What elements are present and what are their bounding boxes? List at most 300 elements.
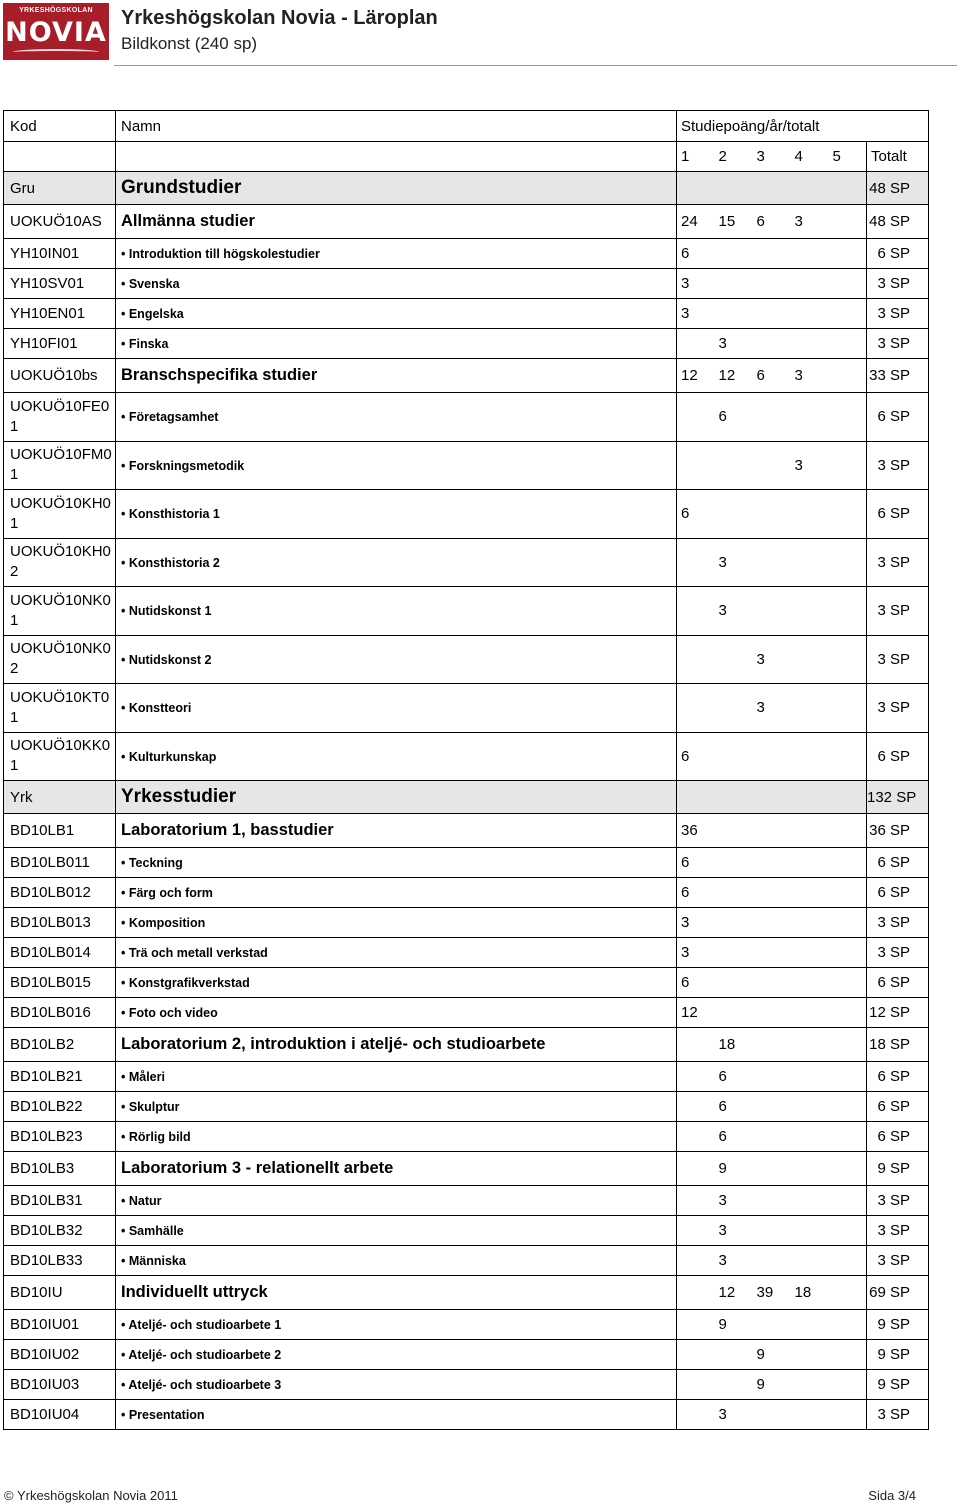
row-code: YH10FI01 (4, 329, 116, 359)
row-name-cell (116, 393, 677, 442)
row-name-cell (116, 1092, 677, 1122)
row-name-cell (116, 1340, 677, 1370)
row-name: • Engelska (121, 307, 184, 321)
row-year-2 (715, 938, 753, 968)
row-year-3 (753, 732, 791, 781)
row-code: BD10LB011 (4, 848, 116, 878)
row-year-3 (753, 968, 791, 998)
row-year-4 (791, 878, 829, 908)
row-year-1: 6 (677, 848, 715, 878)
row-name-cell (116, 359, 677, 393)
row-name-cell (116, 441, 677, 490)
row-year-1: 6 (677, 239, 715, 269)
row-year-1 (677, 1092, 715, 1122)
row-code: YH10EN01 (4, 299, 116, 329)
row-name-cell (116, 908, 677, 938)
row-name: • Nutidskonst 1 (121, 604, 212, 619)
row-year-5 (829, 968, 867, 998)
header-year-2: 2 (715, 142, 753, 172)
row-year-3 (753, 1310, 791, 1340)
row-year-5 (829, 1216, 867, 1246)
row-name: • Skulptur (121, 1100, 180, 1114)
row-total: 6 SP (867, 848, 929, 878)
row-code: UOKUÖ10KH0 2 (4, 538, 116, 587)
row-total: 3 SP (867, 684, 929, 733)
module-row (4, 1276, 929, 1310)
header-code-blank (4, 142, 116, 172)
row-year-5 (829, 359, 867, 393)
module-row (4, 1028, 929, 1062)
row-year-2: 3 (715, 538, 753, 587)
row-name: • Människa (121, 1254, 186, 1268)
row-year-2: 15 (715, 205, 753, 239)
row-code: BD10LB32 (4, 1216, 116, 1246)
row-year-4 (791, 329, 829, 359)
row-year-3: 6 (753, 205, 791, 239)
row-year-2 (715, 441, 753, 490)
row-name: Branschspecifika studier (121, 366, 318, 384)
row-year-3 (753, 393, 791, 442)
row-year-3 (753, 172, 791, 205)
row-total: 6 SP (867, 732, 929, 781)
row-name-cell (116, 848, 677, 878)
course-row (4, 732, 929, 781)
row-name: • Forskningsmetodik (121, 458, 245, 473)
row-name: • Ateljé- och studioarbete 3 (121, 1378, 282, 1392)
row-name-cell (116, 239, 677, 269)
row-year-4: 3 (791, 205, 829, 239)
row-total: 3 SP (867, 1246, 929, 1276)
row-year-3 (753, 781, 791, 814)
row-total: 6 SP (867, 1122, 929, 1152)
row-year-2: 6 (715, 1062, 753, 1092)
row-name: • Kulturkunskap (121, 749, 217, 764)
row-year-1: 3 (677, 938, 715, 968)
header-year-5: 5 (829, 142, 867, 172)
row-code: BD10LB012 (4, 878, 116, 908)
row-year-1 (677, 1028, 715, 1062)
course-row (4, 1122, 929, 1152)
row-year-5 (829, 908, 867, 938)
row-name-cell (116, 938, 677, 968)
row-code: BD10LB015 (4, 968, 116, 998)
document-subtitle: Bildkonst (240 sp) (121, 34, 258, 53)
row-year-2: 18 (715, 1028, 753, 1062)
row-year-4 (791, 172, 829, 205)
row-year-1 (677, 1340, 715, 1370)
row-year-5 (829, 393, 867, 442)
row-name: • Komposition (121, 916, 206, 930)
row-year-3 (753, 329, 791, 359)
row-year-2: 9 (715, 1152, 753, 1186)
row-year-1 (677, 1062, 715, 1092)
row-year-4 (791, 587, 829, 636)
row-year-5 (829, 938, 867, 968)
row-name: • Måleri (121, 1070, 165, 1084)
row-year-2: 3 (715, 1186, 753, 1216)
row-year-3 (753, 1246, 791, 1276)
row-name-cell (116, 490, 677, 539)
row-name: • Konstteori (121, 701, 192, 716)
row-total: 3 SP (867, 299, 929, 329)
row-year-4 (791, 938, 829, 968)
row-year-5 (829, 538, 867, 587)
module-row (4, 205, 929, 239)
row-name: Laboratorium 3 - relationellt arbete (121, 1159, 394, 1177)
row-code: BD10IU03 (4, 1370, 116, 1400)
row-year-2 (715, 732, 753, 781)
row-year-5 (829, 635, 867, 684)
row-year-1 (677, 441, 715, 490)
row-code: UOKUÖ10FM0 1 (4, 441, 116, 490)
row-year-2: 3 (715, 1400, 753, 1430)
row-total: 9 SP (867, 1340, 929, 1370)
row-year-3 (753, 1400, 791, 1430)
course-row (4, 329, 929, 359)
row-name: • Foto och video (121, 1006, 218, 1020)
row-year-3 (753, 814, 791, 848)
row-year-4 (791, 998, 829, 1028)
row-name-cell (116, 814, 677, 848)
row-code: UOKUÖ10KK0 1 (4, 732, 116, 781)
row-code: UOKUÖ10NK0 2 (4, 635, 116, 684)
row-code: UOKUÖ10NK0 1 (4, 587, 116, 636)
row-year-4: 3 (791, 359, 829, 393)
row-total: 6 SP (867, 393, 929, 442)
row-code: BD10IU (4, 1276, 116, 1310)
row-code: UOKUÖ10FE0 1 (4, 393, 116, 442)
row-year-1 (677, 172, 715, 205)
row-year-5 (829, 1122, 867, 1152)
row-year-1: 3 (677, 299, 715, 329)
row-year-5 (829, 1370, 867, 1400)
row-year-5 (829, 1340, 867, 1370)
row-year-4 (791, 848, 829, 878)
row-year-2: 3 (715, 1246, 753, 1276)
row-name-cell (116, 172, 677, 205)
row-year-1 (677, 1276, 715, 1310)
row-name: Allmänna studier (121, 212, 255, 230)
row-year-2: 3 (715, 1216, 753, 1246)
course-row (4, 1400, 929, 1430)
row-year-1: 12 (677, 359, 715, 393)
row-name-cell (116, 538, 677, 587)
row-year-1 (677, 587, 715, 636)
logo-big-text: NOVIA (5, 17, 107, 48)
header-divider (114, 65, 957, 66)
row-year-5 (829, 848, 867, 878)
row-year-4 (791, 1152, 829, 1186)
row-name: • Trä och metall verkstad (121, 946, 268, 960)
row-year-5 (829, 269, 867, 299)
row-year-5 (829, 1246, 867, 1276)
row-name: Yrkesstudier (121, 786, 237, 807)
row-name-cell (116, 269, 677, 299)
row-year-5 (829, 732, 867, 781)
row-year-4 (791, 814, 829, 848)
row-year-4 (791, 393, 829, 442)
row-year-2: 6 (715, 1122, 753, 1152)
row-year-2 (715, 998, 753, 1028)
row-total: 3 SP (867, 269, 929, 299)
row-total: 3 SP (867, 1186, 929, 1216)
row-total: 48 SP (867, 205, 929, 239)
row-total: 12 SP (867, 998, 929, 1028)
section-row (4, 172, 929, 205)
header-code: Kod (4, 111, 116, 142)
row-total: 6 SP (867, 239, 929, 269)
module-row (4, 814, 929, 848)
curriculum-table (3, 110, 929, 1430)
row-year-3 (753, 998, 791, 1028)
section-row (4, 781, 929, 814)
row-year-2 (715, 908, 753, 938)
row-year-3 (753, 538, 791, 587)
document-title: Yrkeshögskolan Novia - Läroplan (121, 7, 438, 29)
row-name: • Ateljé- och studioarbete 1 (121, 1318, 282, 1332)
row-year-3 (753, 1186, 791, 1216)
row-name: • Natur (121, 1194, 162, 1208)
row-year-2 (715, 1340, 753, 1370)
row-total: 3 SP (867, 908, 929, 938)
row-year-1 (677, 781, 715, 814)
row-year-5 (829, 1152, 867, 1186)
row-name: • Teckning (121, 856, 183, 870)
row-year-3 (753, 908, 791, 938)
row-total: 3 SP (867, 1216, 929, 1246)
row-name-cell (116, 732, 677, 781)
row-year-3 (753, 878, 791, 908)
row-code: UOKUÖ10KH0 1 (4, 490, 116, 539)
row-year-4: 3 (791, 441, 829, 490)
row-year-3: 6 (753, 359, 791, 393)
row-name: • Nutidskonst 2 (121, 652, 212, 667)
course-row (4, 1216, 929, 1246)
row-year-4 (791, 684, 829, 733)
course-row (4, 239, 929, 269)
row-code: BD10IU02 (4, 1340, 116, 1370)
row-year-1 (677, 1370, 715, 1400)
row-year-2 (715, 968, 753, 998)
row-name-cell (116, 1152, 677, 1186)
row-year-1 (677, 1122, 715, 1152)
row-year-3 (753, 1028, 791, 1062)
row-total: 18 SP (867, 1028, 929, 1062)
row-name: Laboratorium 1, basstudier (121, 821, 334, 839)
row-total: 132 SP (867, 781, 929, 814)
row-year-2 (715, 490, 753, 539)
row-name: • Introduktion till högskolestudier (121, 247, 320, 261)
row-name-cell (116, 1310, 677, 1340)
row-name: • Konsthistoria 1 (121, 507, 220, 522)
row-year-2: 9 (715, 1310, 753, 1340)
course-row (4, 635, 929, 684)
row-code: Yrk (4, 781, 116, 814)
course-row (4, 269, 929, 299)
row-code: BD10LB016 (4, 998, 116, 1028)
row-year-5 (829, 1186, 867, 1216)
row-year-3 (753, 1092, 791, 1122)
row-year-5 (829, 172, 867, 205)
row-year-1: 3 (677, 908, 715, 938)
row-code: BD10LB21 (4, 1062, 116, 1092)
row-year-1 (677, 1186, 715, 1216)
header-year-3: 3 (753, 142, 791, 172)
row-total: 3 SP (867, 587, 929, 636)
row-year-5 (829, 781, 867, 814)
row-code: UOKUÖ10KT0 1 (4, 684, 116, 733)
row-year-5 (829, 998, 867, 1028)
row-year-2 (715, 684, 753, 733)
row-code: BD10IU01 (4, 1310, 116, 1340)
row-code: BD10LB1 (4, 814, 116, 848)
row-year-1: 24 (677, 205, 715, 239)
row-name-cell (116, 205, 677, 239)
row-year-5 (829, 329, 867, 359)
course-row (4, 393, 929, 442)
header-year-4: 4 (791, 142, 829, 172)
row-year-1: 6 (677, 490, 715, 539)
row-year-4 (791, 299, 829, 329)
row-name-cell (116, 1122, 677, 1152)
row-year-5 (829, 299, 867, 329)
row-year-2 (715, 635, 753, 684)
row-year-5 (829, 490, 867, 539)
logo-small-text: YRKESHÖGSKOLAN (19, 7, 93, 14)
row-year-1 (677, 635, 715, 684)
row-year-5 (829, 878, 867, 908)
row-year-4 (791, 1310, 829, 1340)
row-year-4 (791, 732, 829, 781)
row-year-3 (753, 490, 791, 539)
course-row (4, 1092, 929, 1122)
course-row (4, 441, 929, 490)
row-name-cell (116, 299, 677, 329)
row-year-5 (829, 1092, 867, 1122)
row-year-3 (753, 269, 791, 299)
row-year-2 (715, 1370, 753, 1400)
logo-swoosh (13, 49, 99, 55)
course-row (4, 1246, 929, 1276)
row-year-1 (677, 1152, 715, 1186)
row-year-1 (677, 329, 715, 359)
row-name: • Rörlig bild (121, 1130, 191, 1144)
row-year-1: 36 (677, 814, 715, 848)
row-year-2 (715, 814, 753, 848)
row-total: 3 SP (867, 938, 929, 968)
course-row (4, 587, 929, 636)
row-total: 69 SP (867, 1276, 929, 1310)
row-year-4 (791, 490, 829, 539)
row-year-2: 3 (715, 329, 753, 359)
row-year-3 (753, 587, 791, 636)
row-year-1 (677, 538, 715, 587)
row-year-2 (715, 269, 753, 299)
row-code: UOKUÖ10AS (4, 205, 116, 239)
row-year-1: 12 (677, 998, 715, 1028)
course-row (4, 1310, 929, 1340)
row-name: • Finska (121, 337, 169, 351)
row-year-5 (829, 814, 867, 848)
row-year-2: 6 (715, 1092, 753, 1122)
row-code: UOKUÖ10bs (4, 359, 116, 393)
row-year-2: 6 (715, 393, 753, 442)
row-code: BD10LB31 (4, 1186, 116, 1216)
row-total: 9 SP (867, 1370, 929, 1400)
row-name-cell (116, 1062, 677, 1092)
row-name-cell (116, 1216, 677, 1246)
row-total: 9 SP (867, 1152, 929, 1186)
row-total: 6 SP (867, 490, 929, 539)
row-year-2: 12 (715, 1276, 753, 1310)
course-row (4, 1186, 929, 1216)
row-year-5 (829, 587, 867, 636)
course-row (4, 848, 929, 878)
course-row (4, 538, 929, 587)
row-code: BD10LB2 (4, 1028, 116, 1062)
row-total: 6 SP (867, 878, 929, 908)
row-name-cell (116, 1400, 677, 1430)
row-total: 3 SP (867, 441, 929, 490)
row-year-5 (829, 239, 867, 269)
table-header-row (4, 111, 929, 142)
row-year-3: 39 (753, 1276, 791, 1310)
row-year-2: 12 (715, 359, 753, 393)
row-year-4 (791, 269, 829, 299)
row-year-2 (715, 239, 753, 269)
row-year-4 (791, 1186, 829, 1216)
row-name: • Företagsamhet (121, 410, 219, 425)
header-total: Totalt (867, 142, 929, 172)
row-year-5 (829, 1310, 867, 1340)
row-code: Gru (4, 172, 116, 205)
row-name: • Samhälle (121, 1224, 184, 1238)
course-row (4, 998, 929, 1028)
row-year-2 (715, 172, 753, 205)
row-year-2 (715, 878, 753, 908)
novia-logo (3, 3, 109, 60)
row-name: • Svenska (121, 277, 180, 291)
row-year-2 (715, 781, 753, 814)
row-year-3 (753, 938, 791, 968)
row-name: • Färg och form (121, 886, 213, 900)
row-total: 3 SP (867, 538, 929, 587)
course-row (4, 299, 929, 329)
row-name: • Konsthistoria 2 (121, 555, 220, 570)
row-name-cell (116, 684, 677, 733)
row-name-cell (116, 587, 677, 636)
row-year-4 (791, 781, 829, 814)
row-year-5 (829, 1276, 867, 1310)
row-code: BD10LB3 (4, 1152, 116, 1186)
course-row (4, 908, 929, 938)
row-name: Laboratorium 2, introduktion i ateljé- och studioarbete (121, 1035, 546, 1053)
row-year-4 (791, 1062, 829, 1092)
row-name-cell (116, 968, 677, 998)
row-name-cell (116, 1276, 677, 1310)
row-code: BD10LB23 (4, 1122, 116, 1152)
row-year-2 (715, 848, 753, 878)
course-row (4, 490, 929, 539)
row-year-4 (791, 538, 829, 587)
row-year-3: 3 (753, 684, 791, 733)
row-year-1: 6 (677, 968, 715, 998)
header-year-1: 1 (677, 142, 715, 172)
row-year-4 (791, 239, 829, 269)
course-row (4, 684, 929, 733)
row-total: 36 SP (867, 814, 929, 848)
course-row (4, 938, 929, 968)
